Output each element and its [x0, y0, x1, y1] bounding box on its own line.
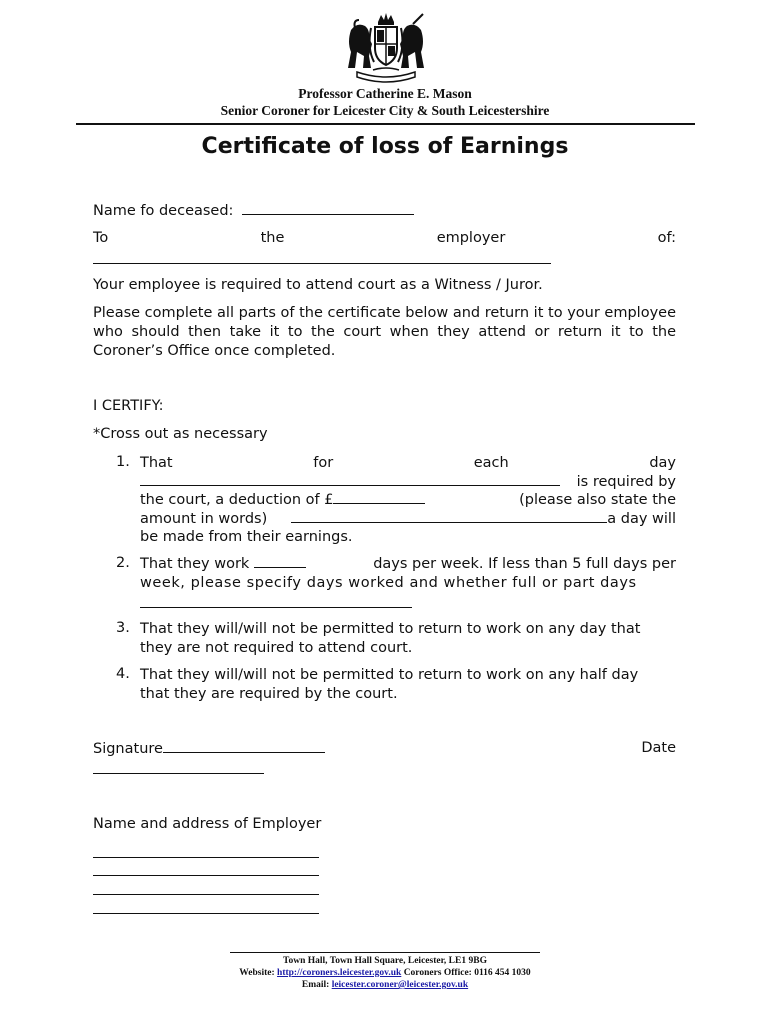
- page-title: Certificate of loss of Earnings: [201, 134, 569, 159]
- footer-website-row: [0, 968, 770, 978]
- item-1-each: each: [473, 455, 509, 471]
- deceased-name-field[interactable]: [242, 202, 414, 215]
- signature-row: [93, 740, 676, 757]
- days-worked-field[interactable]: [140, 595, 412, 608]
- employer-address-line-1[interactable]: [93, 857, 319, 858]
- item-1-line-4: [140, 510, 676, 529]
- deceased-label: Name fo deceased:: [93, 203, 234, 219]
- deceased-row: [93, 202, 676, 219]
- employer-address-line-2[interactable]: [93, 875, 319, 876]
- employer-line-row: [93, 251, 676, 268]
- email-link[interactable]: leicester.coroner@leicester.gov.uk: [331, 980, 469, 990]
- employer-address-line-3[interactable]: [93, 894, 319, 895]
- footer-divider: [230, 952, 540, 953]
- date-label: Date: [641, 740, 676, 756]
- item-1-for: for: [313, 455, 334, 471]
- item-1-number: 1.: [116, 454, 130, 470]
- employer-row: [93, 230, 676, 246]
- item-1-amount-post: a day will: [607, 510, 676, 527]
- item-1-line-1: [140, 454, 676, 473]
- item-1-deduction-pre: the court, a deduction of £: [140, 492, 334, 508]
- employer-address-line-4[interactable]: [93, 913, 319, 914]
- certify-heading: I CERTIFY:: [93, 398, 164, 414]
- item-4-number: 4.: [116, 666, 130, 682]
- item-1: [140, 454, 676, 547]
- cross-out-note: *Cross out as necessary: [93, 426, 268, 442]
- item-3: [140, 620, 676, 657]
- office-phone: Coroners Office: 0116 454 1030: [403, 968, 531, 978]
- the-word: the: [260, 230, 285, 246]
- website-link[interactable]: http://coroners.leicester.gov.uk: [277, 968, 402, 978]
- item-4-a: That they will/will not be permitted to return to work on any half day: [140, 667, 639, 683]
- of-word: of:: [657, 230, 676, 246]
- employer-word: employer: [436, 230, 506, 246]
- employer-block-label: Name and address of Employer: [93, 816, 322, 832]
- days-per-week-field[interactable]: [254, 555, 306, 568]
- item-1-last: be made from their earnings.: [140, 529, 353, 545]
- coroner-name: Professor Catherine E. Mason: [298, 86, 472, 101]
- item-1-line-3: [140, 491, 676, 510]
- item-2-c: week, please specify days worked and whether full or part days: [140, 574, 637, 591]
- signature-label: Signature: [93, 741, 163, 757]
- employer-name-field[interactable]: [93, 251, 551, 264]
- item-2-a: That they work: [140, 556, 250, 572]
- website-label: Website:: [239, 968, 275, 978]
- item-4: [140, 666, 676, 703]
- item-3-b: they are not required to attend court.: [140, 639, 413, 656]
- item-2-line-1: [140, 555, 676, 574]
- footer-email-row: [0, 980, 770, 990]
- instructions-text: Please complete all parts of the certificate below and return it to your employee who should then take it to the court when they attend or return it to the Coroner’s Office once completed.: [93, 305, 676, 359]
- signature-field[interactable]: [163, 740, 325, 753]
- date-field[interactable]: [93, 773, 264, 774]
- amount-in-words-field[interactable]: [291, 510, 607, 523]
- item-2-line-3: [140, 595, 676, 614]
- deduction-amount-field[interactable]: [333, 491, 425, 504]
- item-1-day: day: [649, 455, 676, 471]
- item-1-deduction-post: (please also state the: [519, 492, 676, 508]
- item-2-b: days per week. If less than 5 full days per: [373, 556, 676, 572]
- item-2-number: 2.: [116, 555, 130, 571]
- item-1-that: That: [140, 455, 173, 471]
- item-4-b: that they are required by the court.: [140, 685, 398, 702]
- item-1-required: is required by: [576, 473, 676, 490]
- witness-text: Your employee is required to attend court as a Witness / Juror.: [93, 277, 543, 293]
- footer-address: Town Hall, Town Hall Square, Leicester, LE1 9BG: [283, 956, 487, 966]
- email-label: Email:: [301, 980, 330, 990]
- item-3-a: That they will/will not be permitted to return to work on any day that: [140, 621, 641, 637]
- to-word: To: [93, 230, 109, 246]
- item-1-amount-pre: amount in words): [140, 510, 268, 527]
- item-2: [140, 555, 676, 614]
- employee-name-field[interactable]: [140, 473, 560, 486]
- item-3-number: 3.: [116, 620, 130, 636]
- royal-coat-of-arms-icon: [343, 12, 429, 84]
- header-divider: [76, 123, 695, 125]
- item-1-line-2: [140, 473, 676, 492]
- coroner-role: Senior Coroner for Leicester City & South Leicestershire: [220, 103, 550, 118]
